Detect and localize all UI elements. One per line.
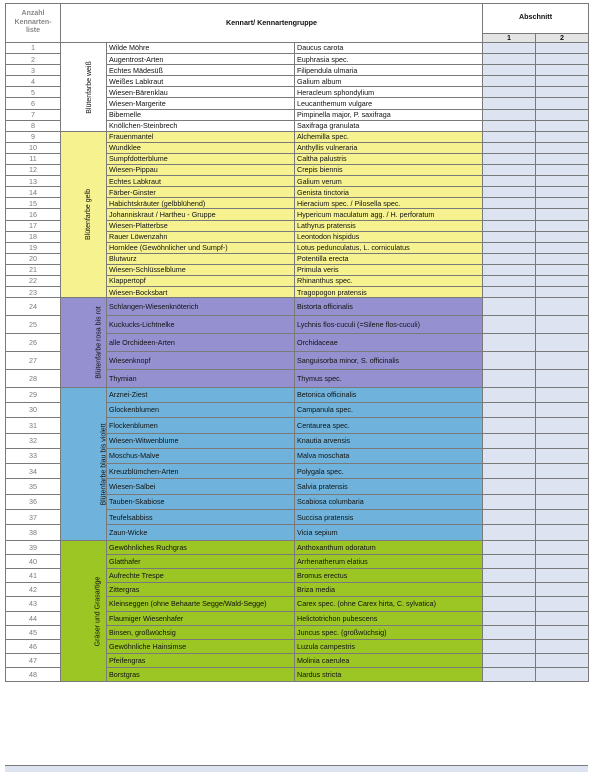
row-number: 41	[6, 568, 61, 582]
section-2-checkbox-cell[interactable]	[536, 402, 589, 417]
section-2-checkbox-cell[interactable]	[536, 654, 589, 668]
row-number: 36	[6, 494, 61, 509]
section-2-checkbox-cell[interactable]	[536, 464, 589, 479]
section-1-checkbox-cell[interactable]	[483, 65, 536, 76]
german-name: Borstgras	[107, 668, 295, 682]
german-name: Flockenblumen	[107, 418, 295, 433]
row-number: 16	[6, 209, 61, 220]
german-name: Färber-Ginster	[107, 187, 295, 198]
section-2-checkbox-cell[interactable]	[536, 209, 589, 220]
group-label-cell	[61, 131, 107, 297]
section-1-checkbox-cell[interactable]	[483, 87, 536, 98]
latin-name: Daucus carota	[295, 43, 483, 54]
german-name: Schlangen-Wiesenknöterich	[107, 298, 295, 316]
german-name: Blutwurz	[107, 253, 295, 264]
german-name: Moschus-Malve	[107, 448, 295, 463]
latin-name: Sanguisorba minor, S. officinalis	[295, 351, 483, 369]
latin-name: Anthyllis vulneraria	[295, 142, 483, 153]
latin-name: Tragopogon pratensis	[295, 287, 483, 298]
latin-name: Crepis biennis	[295, 165, 483, 176]
row-number: 1	[6, 43, 61, 54]
species-header: Kennart/ Kennartengruppe	[61, 4, 483, 43]
section-1-checkbox-cell[interactable]	[483, 198, 536, 209]
german-name: Pfeifengras	[107, 654, 295, 668]
section-1-checkbox-cell[interactable]	[483, 597, 536, 611]
latin-name: Primula veris	[295, 264, 483, 275]
row-number: 46	[6, 639, 61, 653]
section-2-checkbox-cell[interactable]	[536, 351, 589, 369]
section-1-checkbox-cell[interactable]	[483, 554, 536, 568]
latin-name: Anthoxanthum odoratum	[295, 540, 483, 554]
latin-name: Galium verum	[295, 176, 483, 187]
german-name: Frauenmantel	[107, 131, 295, 142]
latin-name: Lychnis flos-cuculi (=Silene flos-cuculi)	[295, 316, 483, 334]
section-1-checkbox-cell[interactable]	[483, 316, 536, 334]
latin-name: Lathyrus pratensis	[295, 220, 483, 231]
german-name: Sumpfdotterblume	[107, 153, 295, 164]
latin-name: Vicia sepium	[295, 525, 483, 540]
latin-name: Juncus spec. (großwüchsig)	[295, 625, 483, 639]
german-name: Wiesen-Pippau	[107, 165, 295, 176]
group-label: Blütenfarbe rosa bis rot	[95, 306, 103, 380]
latin-name: Arrhenatherum elatius	[295, 554, 483, 568]
section-2-checkbox-cell[interactable]	[536, 87, 589, 98]
row-number: 43	[6, 597, 61, 611]
section-2-checkbox-cell[interactable]	[536, 65, 589, 76]
section-1-checkbox-cell[interactable]	[483, 625, 536, 639]
row-number: 31	[6, 418, 61, 433]
section-1-checkbox-cell[interactable]	[483, 525, 536, 540]
latin-name: Briza media	[295, 583, 483, 597]
section-1-checkbox-cell[interactable]	[483, 509, 536, 524]
german-name: Wiesen-Witwenblume	[107, 433, 295, 448]
section-1-checkbox-cell[interactable]	[483, 433, 536, 448]
row-number: 26	[6, 333, 61, 351]
group-label-cell	[61, 298, 107, 387]
section-2-checkbox-cell[interactable]	[536, 479, 589, 494]
section-2-checkbox-cell[interactable]	[536, 98, 589, 109]
section-2-checkbox-cell[interactable]	[536, 231, 589, 242]
latin-name: Polygala spec.	[295, 464, 483, 479]
latin-name: Rhinanthus spec.	[295, 275, 483, 286]
row-number: 38	[6, 525, 61, 540]
latin-name: Galium album	[295, 76, 483, 87]
section-1-checkbox-cell[interactable]	[483, 369, 536, 387]
section-2-checkbox-cell[interactable]	[536, 418, 589, 433]
section-1-checkbox-cell[interactable]	[483, 176, 536, 187]
latin-name: Leucanthemum vulgare	[295, 98, 483, 109]
german-name: Thymian	[107, 369, 295, 387]
latin-name: Helictotrichon pubescens	[295, 611, 483, 625]
section-1-checkbox-cell[interactable]	[483, 165, 536, 176]
section-2-checkbox-cell[interactable]	[536, 43, 589, 54]
row-number: 33	[6, 448, 61, 463]
latin-name: Pimpinella major, P. saxifraga	[295, 109, 483, 120]
section-1-checkbox-cell[interactable]	[483, 611, 536, 625]
row-number: 18	[6, 231, 61, 242]
section-2-checkbox-cell[interactable]	[536, 625, 589, 639]
row-number: 25	[6, 316, 61, 334]
latin-name: Salvia pratensis	[295, 479, 483, 494]
german-name: Wiesen-Schlüsselblume	[107, 264, 295, 275]
row-number: 12	[6, 165, 61, 176]
row-number: 13	[6, 176, 61, 187]
section-1-checkbox-cell[interactable]	[483, 109, 536, 120]
row-number: 29	[6, 387, 61, 402]
row-number: 21	[6, 264, 61, 275]
section-2-checkbox-cell[interactable]	[536, 76, 589, 87]
german-name: Wiesen-Salbei	[107, 479, 295, 494]
row-number: 39	[6, 540, 61, 554]
section-1-checkbox-cell[interactable]	[483, 220, 536, 231]
german-name: Glockenblumen	[107, 402, 295, 417]
section-col-1-header: 1	[483, 34, 536, 43]
latin-name: Heracleum sphondylium	[295, 87, 483, 98]
row-number: 37	[6, 509, 61, 524]
section-1-checkbox-cell[interactable]	[483, 639, 536, 653]
section-1-checkbox-cell[interactable]	[483, 298, 536, 316]
latin-name: Saxifraga granulata	[295, 120, 483, 131]
section-2-checkbox-cell[interactable]	[536, 131, 589, 142]
section-2-checkbox-cell[interactable]	[536, 597, 589, 611]
german-name: Glatthafer	[107, 554, 295, 568]
latin-name: Molinia caerulea	[295, 654, 483, 668]
german-name: Kuckucks-Lichtnelke	[107, 316, 295, 334]
latin-name: Leontodon hispidus	[295, 231, 483, 242]
latin-name: Hieracium spec. / Pilosella spec.	[295, 198, 483, 209]
section-2-checkbox-cell[interactable]	[536, 668, 589, 682]
section-2-checkbox-cell[interactable]	[536, 554, 589, 568]
section-col-2-header: 2	[536, 34, 589, 43]
german-name: Tauben-Skabiose	[107, 494, 295, 509]
section-2-checkbox-cell[interactable]	[536, 568, 589, 582]
latin-name: Luzula campestris	[295, 639, 483, 653]
section-1-checkbox-cell[interactable]	[483, 494, 536, 509]
latin-name: Potentilla erecta	[295, 253, 483, 264]
row-number: 7	[6, 109, 61, 120]
row-number: 35	[6, 479, 61, 494]
latin-name: Malva moschata	[295, 448, 483, 463]
section-1-checkbox-cell[interactable]	[483, 418, 536, 433]
row-number: 19	[6, 242, 61, 253]
section-1-checkbox-cell[interactable]	[483, 402, 536, 417]
section-2-checkbox-cell[interactable]	[536, 316, 589, 334]
german-name: Aufrechte Trespe	[107, 568, 295, 582]
section-1-checkbox-cell[interactable]	[483, 76, 536, 87]
section-2-checkbox-cell[interactable]	[536, 611, 589, 625]
german-name: alle Orchideen-Arten	[107, 333, 295, 351]
species-row	[6, 298, 589, 316]
german-name: Zaun-Wicke	[107, 525, 295, 540]
section-1-checkbox-cell[interactable]	[483, 287, 536, 298]
section-1-checkbox-cell[interactable]	[483, 187, 536, 198]
row-number: 9	[6, 131, 61, 142]
row-number: 5	[6, 87, 61, 98]
species-row	[6, 43, 589, 54]
species-row	[6, 131, 589, 142]
row-number: 17	[6, 220, 61, 231]
group-label: Blütenfarbe weiß	[85, 61, 93, 114]
row-number: 2	[6, 54, 61, 65]
count-header: Anzahl Kennarten-liste	[6, 4, 61, 43]
german-name: Augentrost-Arten	[107, 54, 295, 65]
section-1-checkbox-cell[interactable]	[483, 253, 536, 264]
row-number: 28	[6, 369, 61, 387]
latin-name: Nardus stricta	[295, 668, 483, 682]
section-1-checkbox-cell[interactable]	[483, 568, 536, 582]
section-2-checkbox-cell[interactable]	[536, 109, 589, 120]
german-name: Echtes Labkraut	[107, 176, 295, 187]
row-number: 40	[6, 554, 61, 568]
row-number: 34	[6, 464, 61, 479]
german-name: Arznei-Ziest	[107, 387, 295, 402]
section-2-checkbox-cell[interactable]	[536, 540, 589, 554]
section-2-checkbox-cell[interactable]	[536, 120, 589, 131]
latin-name: Scabiosa columbaria	[295, 494, 483, 509]
row-number: 32	[6, 433, 61, 448]
row-number: 6	[6, 98, 61, 109]
row-number: 4	[6, 76, 61, 87]
section-2-checkbox-cell[interactable]	[536, 494, 589, 509]
group-label-cell	[61, 43, 107, 132]
row-number: 15	[6, 198, 61, 209]
section-1-checkbox-cell[interactable]	[483, 333, 536, 351]
section-1-checkbox-cell[interactable]	[483, 153, 536, 164]
latin-name: Thymus spec.	[295, 369, 483, 387]
german-name: Teufelsabbiss	[107, 509, 295, 524]
species-row	[6, 387, 589, 402]
section-2-checkbox-cell[interactable]	[536, 264, 589, 275]
group-label: Gräser und Grasartige	[94, 576, 102, 647]
german-name: Wiesen-Bocksbart	[107, 287, 295, 298]
latin-name: Orchidaceae	[295, 333, 483, 351]
section-2-checkbox-cell[interactable]	[536, 369, 589, 387]
latin-name: Succisa pratensis	[295, 509, 483, 524]
row-number: 27	[6, 351, 61, 369]
german-name: Kreuzblümchen-Arten	[107, 464, 295, 479]
section-2-checkbox-cell[interactable]	[536, 433, 589, 448]
section-2-checkbox-cell[interactable]	[536, 242, 589, 253]
table-bottom-strip	[5, 765, 588, 772]
section-1-checkbox-cell[interactable]	[483, 464, 536, 479]
section-2-checkbox-cell[interactable]	[536, 176, 589, 187]
latin-name: Bistorta officinalis	[295, 298, 483, 316]
german-name: Wiesen-Bärenklau	[107, 87, 295, 98]
section-2-checkbox-cell[interactable]	[536, 275, 589, 286]
row-number: 3	[6, 65, 61, 76]
latin-name: Knautia arvensis	[295, 433, 483, 448]
latin-name: Betonica officinalis	[295, 387, 483, 402]
section-1-checkbox-cell[interactable]	[483, 209, 536, 220]
section-2-checkbox-cell[interactable]	[536, 187, 589, 198]
section-1-checkbox-cell[interactable]	[483, 131, 536, 142]
group-label-cell	[61, 387, 107, 540]
row-number: 14	[6, 187, 61, 198]
german-name: Gewöhnliches Ruchgras	[107, 540, 295, 554]
section-header: Abschnitt	[483, 4, 589, 34]
section-2-checkbox-cell[interactable]	[536, 198, 589, 209]
german-name: Weißes Labkraut	[107, 76, 295, 87]
row-number: 10	[6, 142, 61, 153]
section-2-checkbox-cell[interactable]	[536, 165, 589, 176]
german-name: Echtes Mädesüß	[107, 65, 295, 76]
german-name: Rauer Löwenzahn	[107, 231, 295, 242]
section-1-checkbox-cell[interactable]	[483, 583, 536, 597]
section-2-checkbox-cell[interactable]	[536, 220, 589, 231]
german-name: Klappertopf	[107, 275, 295, 286]
german-name: Wiesenknopf	[107, 351, 295, 369]
row-number: 48	[6, 668, 61, 682]
section-2-checkbox-cell[interactable]	[536, 448, 589, 463]
section-2-checkbox-cell[interactable]	[536, 387, 589, 402]
section-2-checkbox-cell[interactable]	[536, 333, 589, 351]
row-number: 22	[6, 275, 61, 286]
german-name: Wiesen-Platterbse	[107, 220, 295, 231]
german-name: Habichtskräuter (gelbblühend)	[107, 198, 295, 209]
german-name: Wundklee	[107, 142, 295, 153]
section-1-checkbox-cell[interactable]	[483, 387, 536, 402]
section-1-checkbox-cell[interactable]	[483, 98, 536, 109]
latin-name: Caltha palustris	[295, 153, 483, 164]
section-1-checkbox-cell[interactable]	[483, 540, 536, 554]
section-2-checkbox-cell[interactable]	[536, 253, 589, 264]
section-2-checkbox-cell[interactable]	[536, 639, 589, 653]
german-name: Flaumiger Wiesenhafer	[107, 611, 295, 625]
german-name: Wilde Möhre	[107, 43, 295, 54]
german-name: Hornklee (Gewöhnlicher und Sumpf-)	[107, 242, 295, 253]
section-1-checkbox-cell[interactable]	[483, 351, 536, 369]
latin-name: Campanula spec.	[295, 402, 483, 417]
section-1-checkbox-cell[interactable]	[483, 264, 536, 275]
latin-name: Lotus pedunculatus, L. corniculatus	[295, 242, 483, 253]
german-name: Bibernelle	[107, 109, 295, 120]
row-number: 30	[6, 402, 61, 417]
section-1-checkbox-cell[interactable]	[483, 54, 536, 65]
german-name: Kleinseggen (ohne Behaarte Segge/Wald-Segge)	[107, 597, 295, 611]
german-name: Zittergras	[107, 583, 295, 597]
german-name: Binsen, großwüchsig	[107, 625, 295, 639]
section-1-checkbox-cell[interactable]	[483, 654, 536, 668]
section-1-checkbox-cell[interactable]	[483, 142, 536, 153]
row-number: 45	[6, 625, 61, 639]
latin-name: Carex spec. (ohne Carex hirta, C. sylvatica)	[295, 597, 483, 611]
section-1-checkbox-cell[interactable]	[483, 275, 536, 286]
section-2-checkbox-cell[interactable]	[536, 525, 589, 540]
group-label: Blütenfarbe blau bis violett	[100, 423, 108, 506]
group-label: Blütenfarbe gelb	[84, 189, 92, 241]
row-number: 44	[6, 611, 61, 625]
german-name: Gewöhnliche Hainsimse	[107, 639, 295, 653]
row-number: 11	[6, 153, 61, 164]
row-number: 24	[6, 298, 61, 316]
german-name: Knöllchen-Steinbrech	[107, 120, 295, 131]
latin-name: Filipendula ulmaria	[295, 65, 483, 76]
row-number: 42	[6, 583, 61, 597]
section-1-checkbox-cell[interactable]	[483, 43, 536, 54]
section-2-checkbox-cell[interactable]	[536, 583, 589, 597]
section-2-checkbox-cell[interactable]	[536, 54, 589, 65]
section-1-checkbox-cell[interactable]	[483, 120, 536, 131]
section-1-checkbox-cell[interactable]	[483, 231, 536, 242]
row-number: 20	[6, 253, 61, 264]
german-name: Wiesen-Margerite	[107, 98, 295, 109]
latin-name: Euphrasia spec.	[295, 54, 483, 65]
latin-name: Bromus erectus	[295, 568, 483, 582]
german-name: Johanniskraut / Hartheu - Gruppe	[107, 209, 295, 220]
section-2-checkbox-cell[interactable]	[536, 153, 589, 164]
species-row	[6, 540, 589, 554]
species-checklist-table	[5, 3, 589, 682]
section-1-checkbox-cell[interactable]	[483, 242, 536, 253]
row-number: 47	[6, 654, 61, 668]
latin-name: Genista tinctoria	[295, 187, 483, 198]
section-2-checkbox-cell[interactable]	[536, 509, 589, 524]
section-1-checkbox-cell[interactable]	[483, 448, 536, 463]
section-2-checkbox-cell[interactable]	[536, 287, 589, 298]
header-row	[6, 4, 589, 34]
section-1-checkbox-cell[interactable]	[483, 479, 536, 494]
section-2-checkbox-cell[interactable]	[536, 142, 589, 153]
row-number: 8	[6, 120, 61, 131]
latin-name: Alchemilla spec.	[295, 131, 483, 142]
group-label-cell	[61, 540, 107, 682]
section-1-checkbox-cell[interactable]	[483, 668, 536, 682]
latin-name: Centaurea spec.	[295, 418, 483, 433]
row-number: 23	[6, 287, 61, 298]
latin-name: Hypericum maculatum agg. / H. perforatum	[295, 209, 483, 220]
section-2-checkbox-cell[interactable]	[536, 298, 589, 316]
